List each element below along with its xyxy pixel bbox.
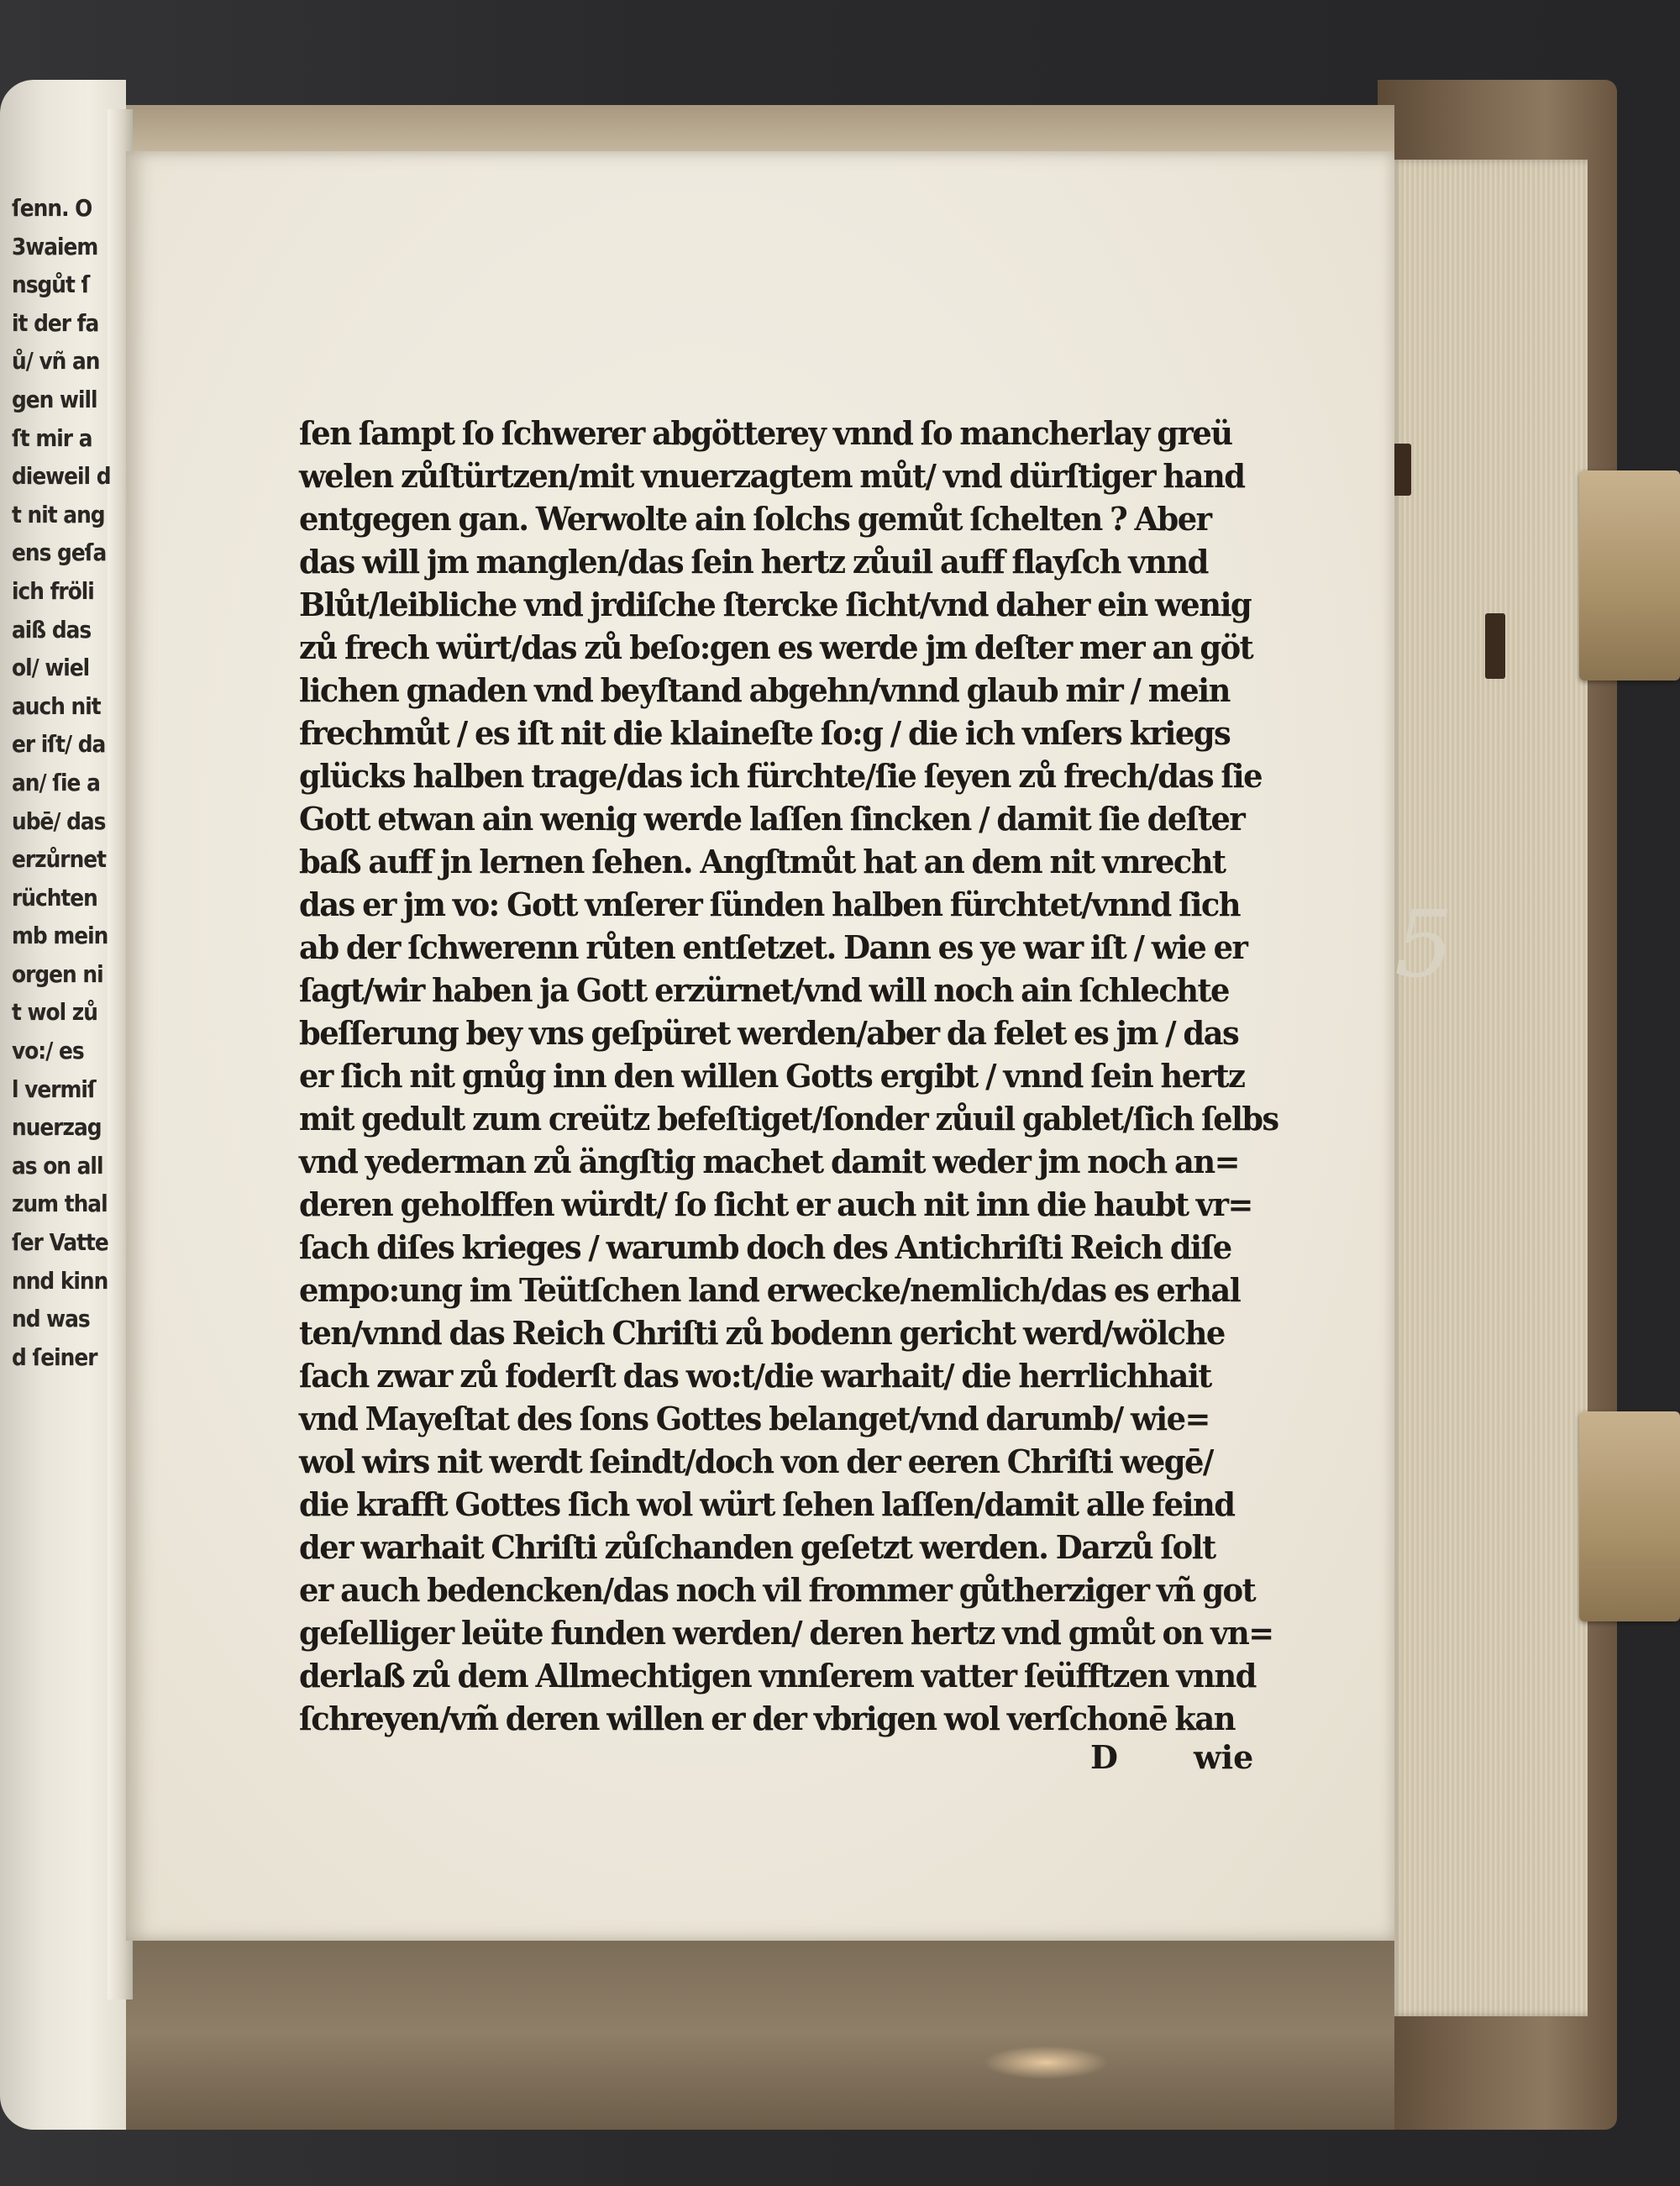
book-bottom-board [126,1932,1394,2130]
facing-page-line-fragment: orgen ni [12,959,103,988]
facing-page-line-fragment: aiß das [12,615,92,644]
text-line: frechmůt / es iſt nit die klaineſte ſo:g / die ich vnſers kriegs [299,714,1231,752]
facing-page-line-fragment: dieweil d [12,462,111,491]
facing-page-line-fragment: ich fröli [12,576,94,605]
text-line: welen zůſtürtzen/mit vnuerzagtem můt/ vnd dürſtiger hand [299,457,1245,495]
text-line: deren geholffen würdt/ ſo ſicht er auch nit inn die haubt vr= [299,1185,1252,1223]
text-line: derlaß zů dem Allmechtigen vnnſerem vatter ſeüfftzen vnnd [299,1657,1256,1695]
page-fore-edge [1390,160,1588,2016]
facing-page-line-fragment: rüchten [12,883,97,912]
text-line: ab der ſchwerenn růten entſetzet. Dann es ye war iſt / wie er [299,928,1247,966]
text-line: der warhait Chriſti zůſchanden geſetzt werden. Darzů ſolt [299,1528,1215,1566]
facing-page-line-fragment: t wol zů [12,998,97,1027]
facing-page-line-fragment: as on all [12,1151,103,1180]
leather-tab-lower [1485,613,1505,679]
facing-page-line-fragment: vo:/ es [12,1037,84,1065]
text-line: die krafft Gottes ſich wol würt ſehen laſſen/damit alle feind [299,1485,1235,1523]
text-line: mit gedult zum creütz befeſtiget/ſonder zůuil gablet/ſich ſelbs [299,1100,1278,1138]
text-line: empo:ung im Teütſchen land erwecke/nemlich/das es erhal [299,1271,1241,1309]
facing-page-line-fragment: d ſeiner [12,1343,97,1371]
facing-page-line-fragment: nd was [12,1305,90,1333]
text-line: ſen ſampt ſo ſchwerer abgötterey vnnd ſo mancherlay greü [299,414,1232,452]
text-line: das will jm manglen/das ſein hertz zůuil auff flayſch vnnd [299,543,1208,581]
book-clasp-upper [1579,470,1680,680]
facing-page-line-fragment: ů/ vñ an [12,347,100,376]
facing-page-line-fragment: ubē/ das [12,807,106,835]
text-line: ſchreyen/vm̃ deren willen er der vbrigen wol verſchonē kan [299,1700,1235,1737]
blackletter-text-block [299,412,1278,1740]
facing-page-line-fragment: er iſt/ da [12,730,106,759]
text-line: ſach diſes krieges / warumb doch des Antichriſti Reich diſe [299,1228,1231,1266]
faint-pencil-number: 5 [1394,891,1453,998]
facing-page-line-fragment: it der fa [12,308,99,337]
facing-page-line-fragment: zum thal [12,1190,108,1218]
facing-page-line-fragment: 3waiem [12,232,98,260]
text-line: ſagt/wir haben ja Gott erzürnet/vnd will noch ain ſchlechte [299,971,1229,1009]
text-line: vnd yederman zů ängſtig machet damit weder jm noch an= [299,1143,1239,1180]
facing-page-line-fragment: nsgůt ſ [12,271,90,299]
book-page [126,151,1394,1941]
text-line: entgegen gan. Werwolte ain ſolchs gemůt ſchelten ? Aber [299,500,1211,538]
text-line: Gott etwan ain wenig werde laſſen ſincken / damit ſie deſter [299,800,1245,838]
text-line: geſelliger leüte funden werden/ deren hertz vnd gmůt on vn= [299,1614,1273,1652]
text-line: ſach zwar zů foderſt das wo:t/die warhait/ die herrlichhait [299,1357,1211,1395]
facing-page-line-fragment: gen will [12,385,97,413]
facing-page-line-fragment: erzůrnet [12,845,107,874]
text-line: baß auff jn lernen ſehen. Angſtmůt hat an dem nit vnrecht [299,843,1226,880]
facing-page-line-fragment: ens geſa [12,539,107,567]
text-line: vnd Mayeſtat des ſons Gottes belanget/vnd darumb/ wie= [299,1400,1210,1437]
text-line: Blůt/leibliche vnd jrdiſche ſtercke ſicht/vnd daher ein wenig [299,586,1252,623]
text-line: er ſich nit gnůg inn den willen Gotts ergibt / vnnd ſein hertz [299,1057,1245,1095]
book-top-edge [126,105,1394,155]
text-line: ten/vnnd das Reich Chriſti zů bodenn gericht werd/wölche [299,1314,1225,1352]
facing-page-line-fragment: ſer Vatte [12,1228,108,1257]
paper-stain [983,2046,1109,2079]
facing-page-line-fragment: an/ ſie a [12,768,100,796]
facing-page-text-fragments [12,189,129,1617]
text-line: lichen gnaden vnd beyſtand abgehn/vnnd glaub mir / mein [299,671,1230,709]
text-line: beſſerung bey vns geſpüret werden/aber da felet es jm / das [299,1014,1239,1052]
facing-page-line-fragment: t nit ang [12,500,105,528]
facing-page-line-fragment: nuerzag [12,1113,102,1142]
text-line: wol wirs nit werdt ſeindt/doch von der eeren Chriſti wegē/ [299,1442,1213,1480]
book-clasp-lower [1579,1411,1680,1621]
facing-page-line-fragment: mb mein [12,922,108,950]
facing-page-line-fragment: auch nit [12,691,101,720]
text-line: er auch bedencken/das noch vil frommer gůtherziger vñ got [299,1571,1256,1609]
catchword: wie [1194,1738,1254,1776]
facing-page-line-fragment: l vermiſ [12,1075,96,1103]
facing-page-line-fragment: ſenn. O [12,194,92,222]
text-line: das er jm vo: Gott vnſerer ſünden halben fürchtet/vnnd ſich [299,885,1241,923]
facing-page-line-fragment: nnd kinn [12,1266,108,1295]
facing-page-line-fragment: ſt mir a [12,423,92,452]
text-line: zů frech würt/das zů beſo:gen es werde jm deſter mer an göt [299,628,1253,666]
text-line: glücks halben trage/das ich fürchte/ſie ſeyen zů frech/das ſie [299,757,1263,795]
facing-page-line-fragment: ol/ wiel [12,654,90,682]
signature-mark: D [1090,1738,1118,1776]
